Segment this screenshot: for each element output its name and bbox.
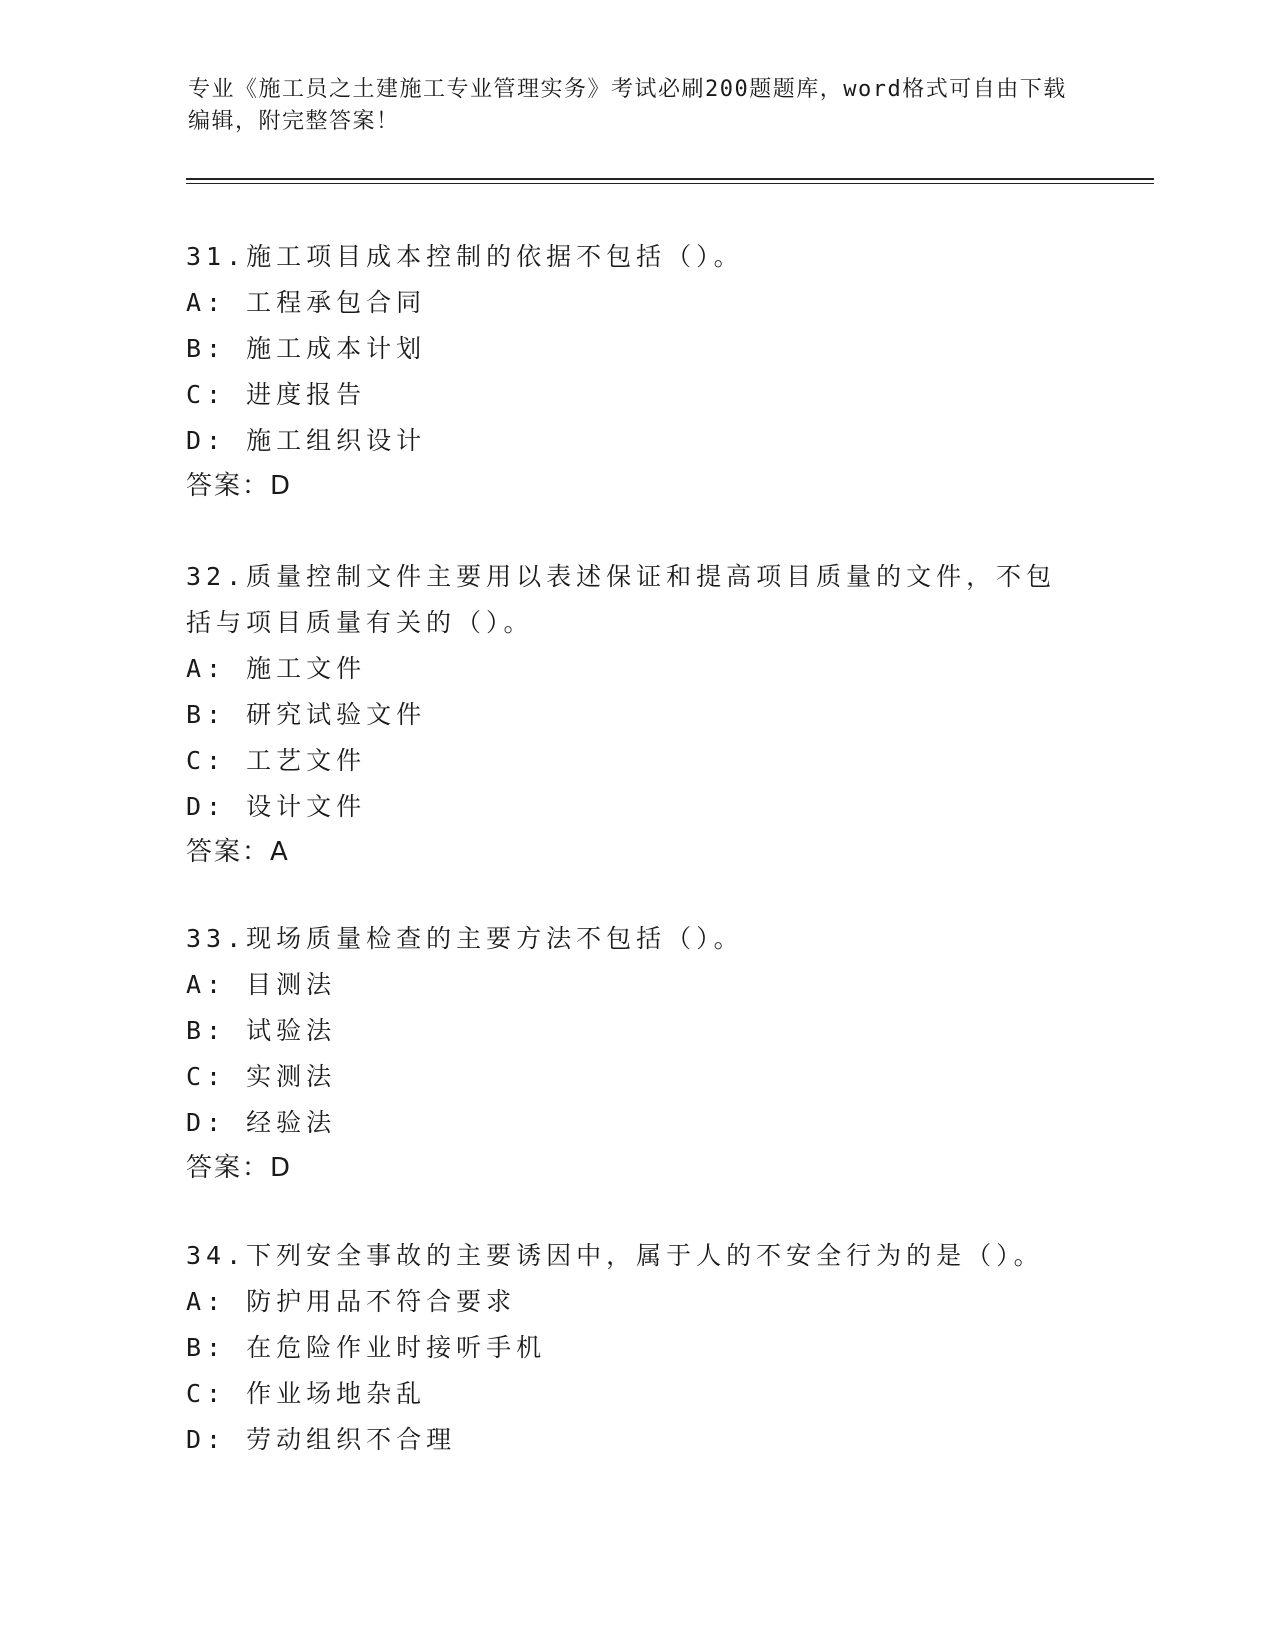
question-stem: 32.质量控制文件主要用以表述保证和提高项目质量的文件，不包括与项目质量有关的（）。 xyxy=(186,562,1057,637)
option-a: A: 防护用品不符合要求 xyxy=(186,1287,517,1316)
header-divider xyxy=(186,178,1154,180)
option-b: B: 在危险作业时接听手机 xyxy=(186,1333,547,1362)
question-stem: 31.施工项目成本控制的依据不包括（）。 xyxy=(186,242,744,271)
option-c: C: 进度报告 xyxy=(186,380,367,409)
question-block-33 xyxy=(186,916,1086,1190)
question-block-34 xyxy=(186,1233,1086,1463)
question-stem: 33.现场质量检查的主要方法不包括（）。 xyxy=(186,924,744,953)
answer-text: 答案：D xyxy=(186,1153,293,1183)
option-a: A: 施工文件 xyxy=(186,654,367,683)
question-stem: 34.下列安全事故的主要诱因中，属于人的不安全行为的是（）。 xyxy=(186,1241,1044,1270)
option-d: D: 经验法 xyxy=(186,1108,337,1137)
option-d: D: 施工组织设计 xyxy=(186,426,427,455)
option-c: C: 实测法 xyxy=(186,1062,337,1091)
answer-text: 答案：D xyxy=(186,471,293,501)
option-d: D: 劳动组织不合理 xyxy=(186,1425,457,1454)
option-c: C: 作业场地杂乱 xyxy=(186,1379,427,1408)
header-divider-thin xyxy=(186,183,1154,184)
option-d: D: 设计文件 xyxy=(186,792,367,821)
option-a: A: 目测法 xyxy=(186,970,337,999)
answer-text: 答案：A xyxy=(186,837,290,867)
question-block-31 xyxy=(186,234,1086,508)
option-b: B: 施工成本计划 xyxy=(186,334,427,363)
option-b: B: 研究试验文件 xyxy=(186,700,427,729)
option-c: C: 工艺文件 xyxy=(186,746,367,775)
document-header: 专业《施工员之土建施工专业管理实务》考试必刷200题题库，word格式可自由下载编辑，附完整答案！ xyxy=(188,77,1067,134)
question-block-32 xyxy=(186,554,1086,874)
option-a: A: 工程承包合同 xyxy=(186,288,427,317)
option-b: B: 试验法 xyxy=(186,1016,337,1045)
